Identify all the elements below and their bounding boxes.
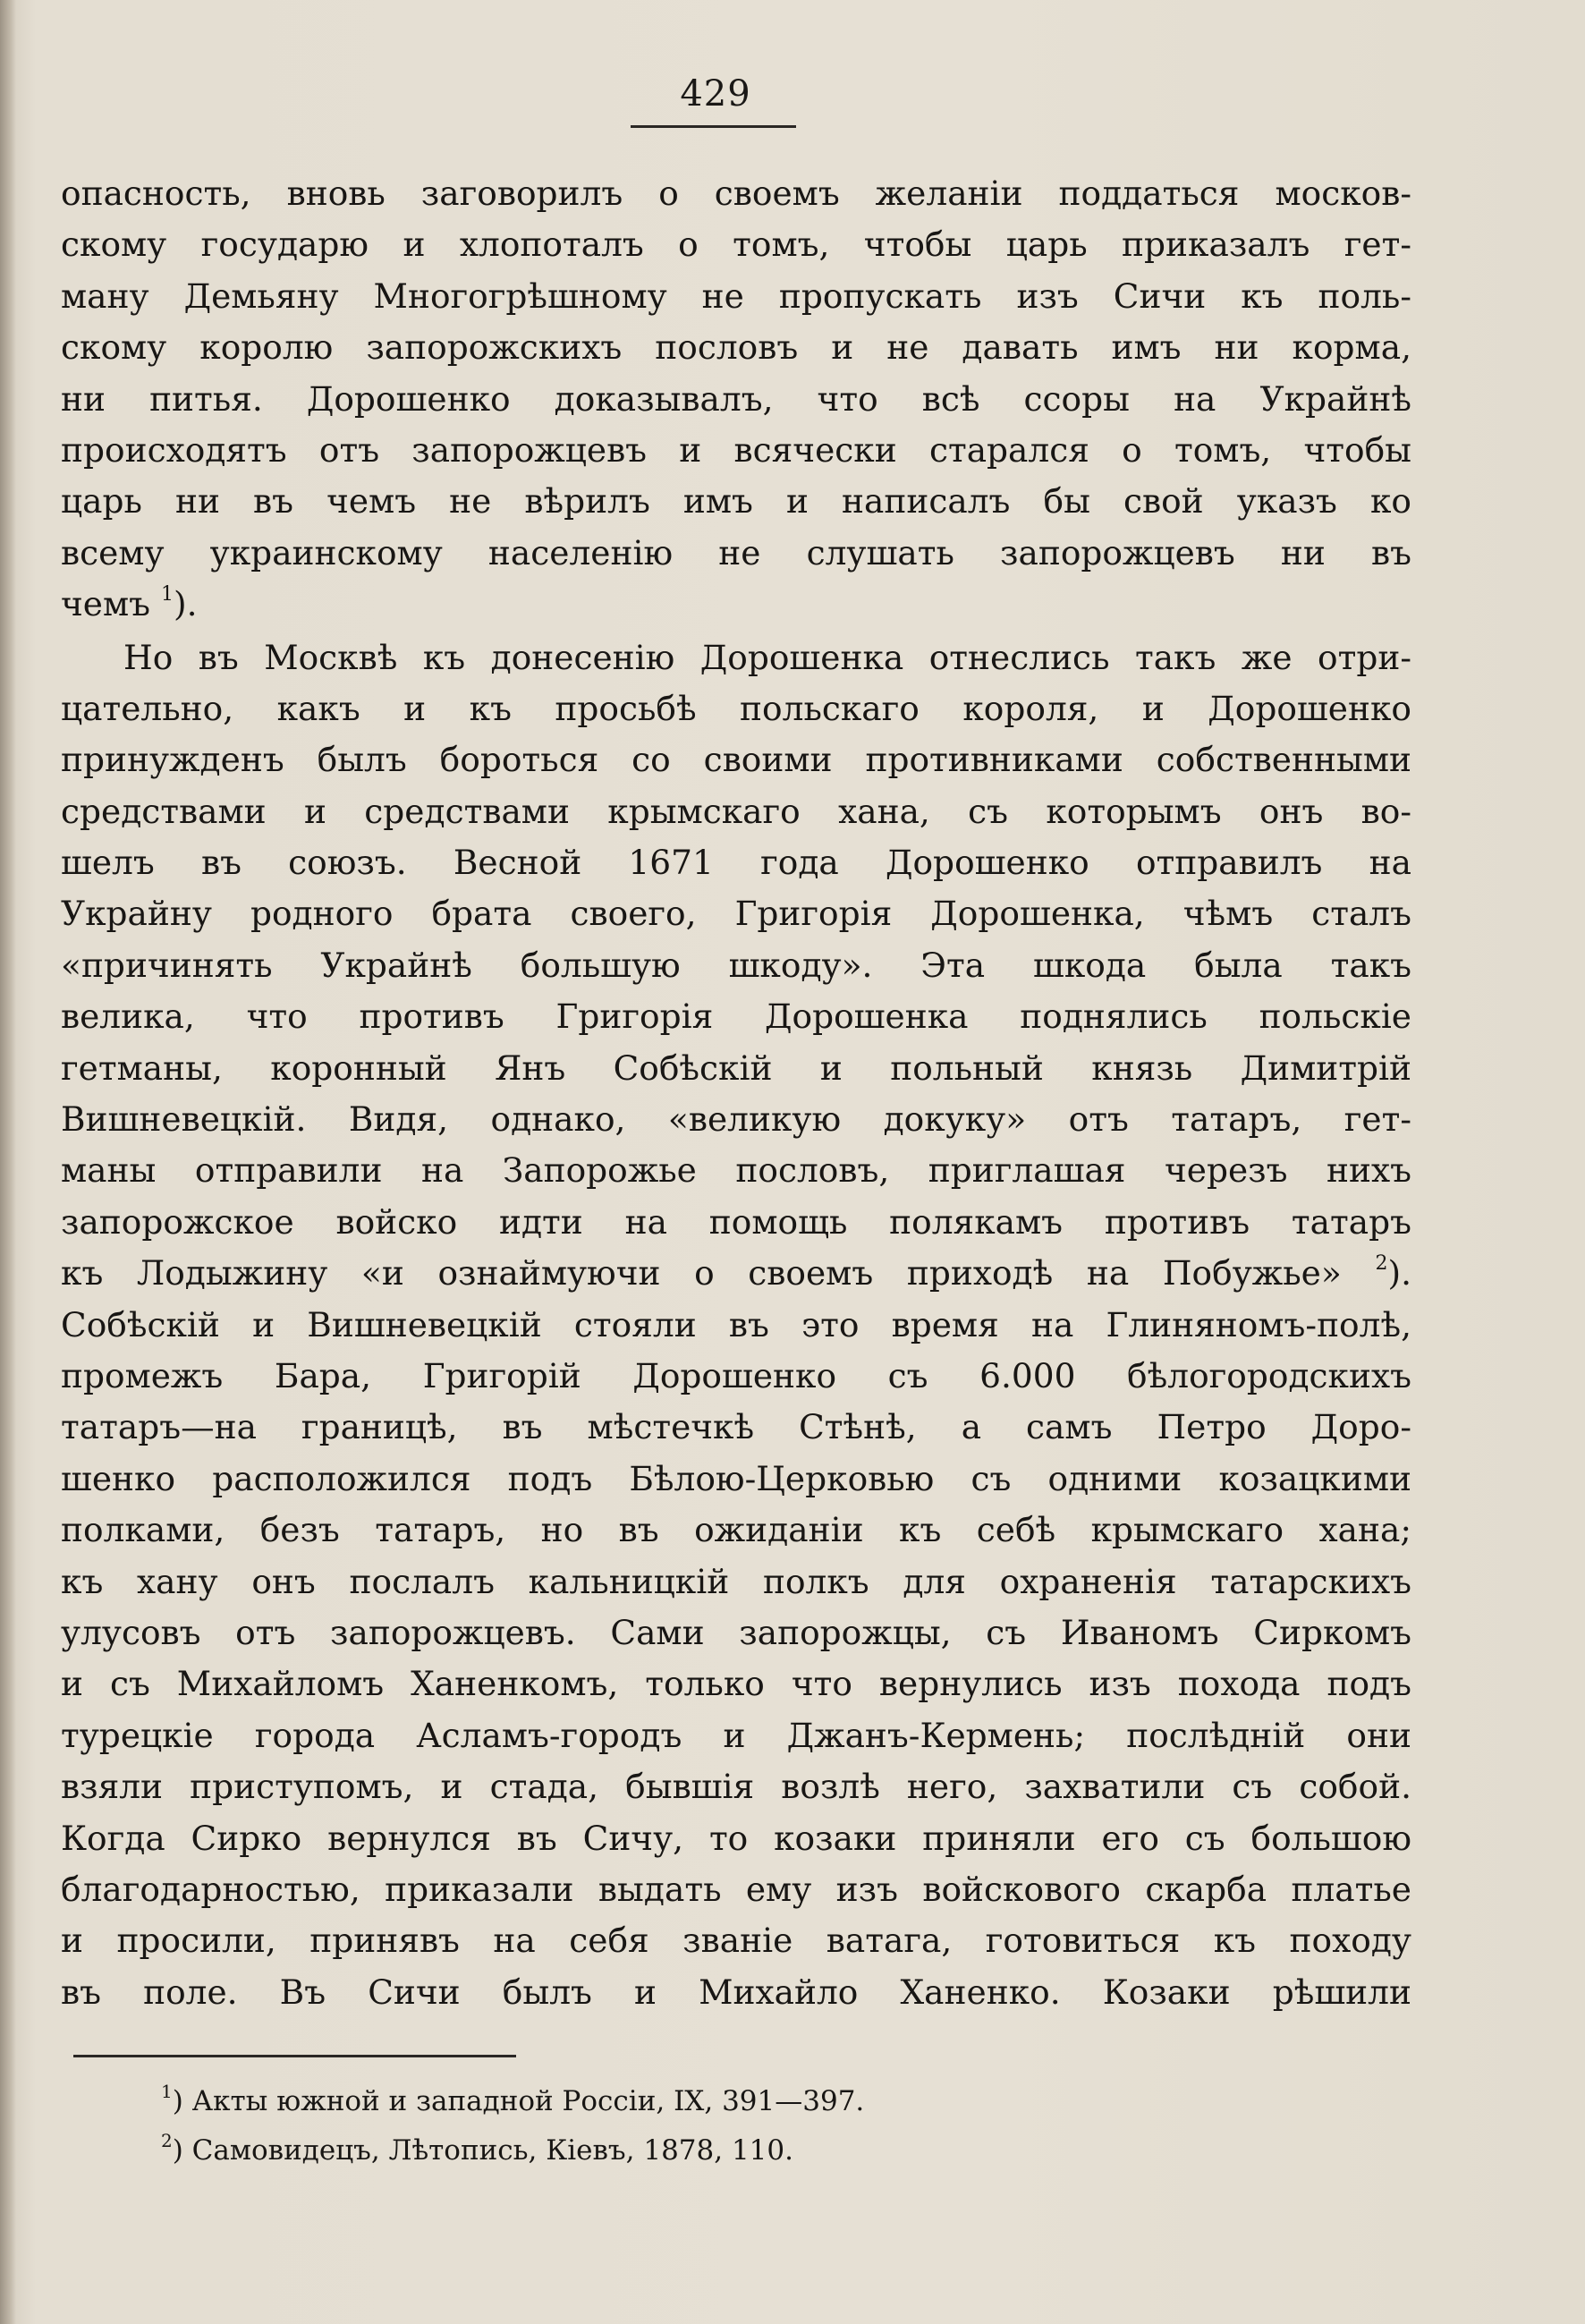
text-line: «причинять Украйнѣ большую шкоду». Эта шкода была такъ	[61, 945, 1411, 985]
text-fragment: ).	[1387, 1253, 1411, 1293]
footnote	[161, 2126, 1324, 2176]
text-fragment: ).	[173, 584, 198, 624]
text-line: Украйну родного брата своего, Григорія Дорошенка, чѣмъ сталъ	[61, 894, 1411, 934]
text-line: ни питья. Дорошенко доказывалъ, что всѣ ссоры на Украйнѣ	[61, 378, 1411, 419]
text-line: цательно, какъ и къ просьбѣ польскаго короля, и Дорошенко	[61, 688, 1411, 728]
text-line: велика, что противъ Григорія Дорошенка поднялись польскіе	[61, 997, 1411, 1037]
text-line: Когда Сирко вернулся въ Сичу, то козаки приняли его съ большою	[61, 1818, 1411, 1858]
text-line: шелъ въ союзъ. Весной 1671 года Дорошенко отправилъ на	[61, 843, 1411, 883]
text-line: опасность, вновь заговорилъ о своемъ желаніи поддаться москов-	[61, 174, 1411, 213]
text-line: къ хану онъ послалъ кальницкій полкъ для охраненія татарскихъ	[61, 1561, 1411, 1601]
text-line	[61, 579, 1411, 630]
text-line: средствами и средствами крымскаго хана, съ которымъ онъ во-	[61, 791, 1411, 831]
text-line: улусовъ отъ запорожцевъ. Сами запорожцы, съ Иваномъ Сиркомъ	[61, 1612, 1411, 1652]
footnote-reference: 1	[160, 582, 174, 606]
footnotes	[161, 2077, 1324, 2176]
text-line	[61, 1248, 1411, 1299]
text-line: происходятъ отъ запорожцевъ и всячески старался о томъ, чтобы	[61, 429, 1411, 470]
text-line: гетманы, коронный Янъ Собѣскій и польный князь Димитрій	[61, 1047, 1411, 1088]
footnote-text: ) Акты южной и западной Россіи, IX, 391—397.	[172, 2085, 865, 2117]
text-line: всему украинскому населенію не слушать запорожцевъ ни въ	[61, 532, 1411, 573]
text-line: скому королю запорожскихъ пословъ и не давать имъ ни корма,	[61, 327, 1411, 368]
page-number: 429	[680, 73, 751, 115]
text-fragment: къ Лодыжину «и ознаймуючи о своемъ приходѣ на Побужье»	[61, 1253, 1342, 1293]
text-line: и просили, принявъ на себя званіе ватага, готовиться къ походу	[61, 1921, 1411, 1961]
text-line: маны отправили на Запорожье пословъ, приглашая черезъ нихъ	[61, 1150, 1411, 1191]
footnote-separator	[73, 2055, 516, 2057]
page-number-underline	[631, 125, 796, 128]
text-line: Вишневецкій. Видя, однако, «великую докуку» отъ татаръ, гет-	[61, 1099, 1411, 1140]
text-line: царь ни въ чемъ не вѣрилъ имъ и написалъ бы свой указъ ко	[61, 481, 1411, 522]
text-line: благодарностью, приказали выдать ему изъ войскового скарба платье	[61, 1869, 1411, 1909]
text-line: принужденъ былъ бороться со своими противниками собственными	[61, 740, 1411, 780]
footnote-reference: 2	[1375, 1251, 1388, 1275]
footnote-mark: 2	[161, 2129, 173, 2151]
text-line: и съ Михайломъ Ханенкомъ, только что вернулись изъ похода подъ	[61, 1664, 1411, 1704]
text-line: ману Демьяну Многогрѣшному не пропускать изъ Сичи къ поль-	[61, 276, 1411, 316]
footnote-mark: 1	[161, 2080, 173, 2102]
text-line: промежъ Бара, Григорій Дорошенко съ 6.000 бѣлогородскихъ	[61, 1355, 1411, 1395]
text-line: турецкіе города Асламъ-городъ и Джанъ-Кермень; послѣдній они	[61, 1715, 1411, 1755]
footnote-text: ) Самовидецъ, Лѣтопись, Кіевъ, 1878, 110.	[172, 2134, 793, 2167]
page-binding-shadow	[0, 0, 16, 2324]
text-line: татаръ—на границѣ, въ мѣстечкѣ Стѣнѣ, а самъ Петро Доро-	[61, 1407, 1411, 1447]
text-line: въ поле. Въ Сичи былъ и Михайло Ханенко. Козаки рѣшили	[61, 1972, 1411, 2012]
body-text	[61, 168, 1411, 2018]
text-line: запорожское войско идти на помощь полякамъ противъ татаръ	[61, 1201, 1411, 1242]
text-line: полками, безъ татаръ, но въ ожиданіи къ себѣ крымскаго хана;	[61, 1510, 1411, 1550]
footnote	[161, 2077, 1324, 2126]
text-line: скому государю и хлопоталъ о томъ, чтобы царь приказалъ гет-	[61, 225, 1411, 265]
text-fragment: чемъ	[61, 584, 151, 624]
text-line: шенко расположился подъ Бѣлою-Церковью съ одними козацкими	[61, 1458, 1411, 1498]
text-line: Но въ Москвѣ къ донесенію Дорошенка отнеслись такъ же отри-	[123, 637, 1411, 677]
text-line: Собѣскій и Вишневецкій стояли въ это время на Глиняномъ-полѣ,	[61, 1304, 1411, 1344]
text-line: взяли приступомъ, и стада, бывшія возлѣ него, захватили съ собой.	[61, 1767, 1411, 1807]
